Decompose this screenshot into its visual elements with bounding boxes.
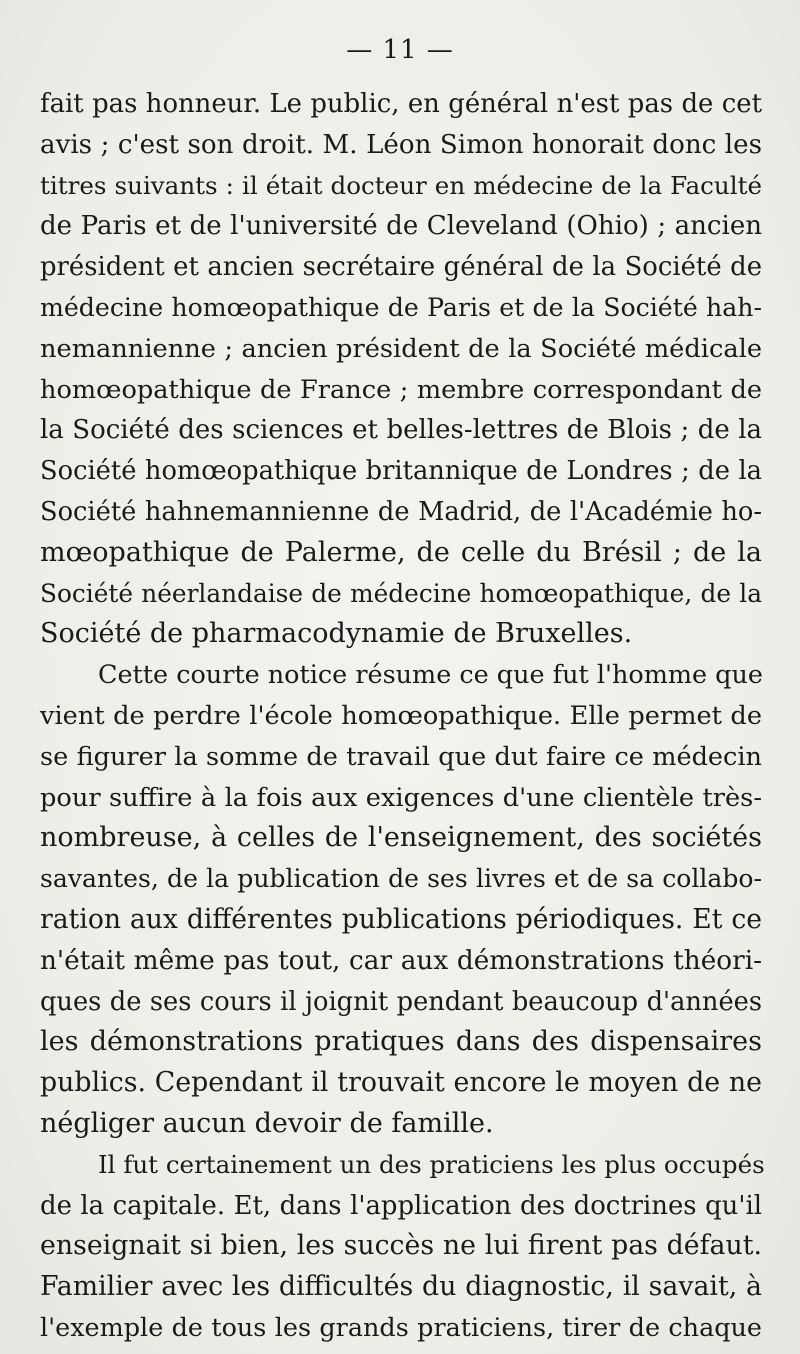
text-line: Familier avec les difficultés du diagnostic, il savait, à [40,1271,762,1303]
paragraph [40,655,762,1145]
text-line: fait pas honneur. Le public, en général n'est pas de cet [40,89,762,119]
text-line: l'exemple de tous les grands praticiens, tirer de chaque [40,1312,762,1343]
text-line: savantes, de la publication de ses livres et de sa collabo- [40,864,762,894]
text-line: enseignait si bien, les succès ne lui firent pas défaut. [40,1230,762,1262]
paragraph [40,84,762,655]
text-line: la Société des sciences et belles-lettres de Blois ; de la [40,415,762,446]
text-line: Cette courte notice résume ce que fut l'homme que [98,660,763,691]
paragraph [40,1145,765,1349]
text-line: se figurer la somme de travail que dut faire ce médecin [40,741,762,772]
text-line: nombreuse, à celles de l'enseignement, des sociétés [40,822,762,854]
text-line: pour suffire à la fois aux exigences d'une clientèle très- [40,782,762,813]
text-line: ques de ses cours il joignit pendant beaucoup d'années [40,986,762,1017]
text-line: mœopathique de Palerme, de celle du Brésil ; de la [40,536,762,568]
text-line: Société de pharmacodynamie de Bruxelles. [40,618,633,650]
text-line: avis ; c'est son droit. M. Léon Simon honorait donc les [40,129,762,160]
text-line: n'était même pas tout, car aux démonstrations théori- [40,945,762,976]
text-line: Société homœopathique britannique de Londres ; de la [40,456,762,487]
text-line: négliger aucun devoir de famille. [40,1107,494,1139]
text-line: médecine homœopathique de Paris et de la Société hah- [40,292,762,322]
text-line: Société néerlandaise de médecine homœopathique, de la [40,578,762,608]
text-line: homœopathique de France ; membre correspondant de [40,374,762,405]
text-line: de Paris et de l'université de Cleveland (Ohio) ; ancien [40,211,762,242]
text-line: vient de perdre l'école homœopathique. Elle permet de [40,700,762,731]
text-line: président et ancien secrétaire général de la Société de [40,252,762,283]
text-line: les démonstrations pratiques dans des dispensaires [40,1026,762,1058]
text-line: publics. Cependant il trouvait encore le moyen de ne [40,1067,762,1099]
text-line: Société hahnemannienne de Madrid, de l'Académie ho- [40,496,762,527]
body-text [40,84,765,1349]
text-line: nemannienne ; ancien président de la Société médicale [40,333,762,364]
page-number: — 11 — [346,35,454,65]
text-line: de la capitale. Et, dans l'application des doctrines qu'il [40,1190,762,1221]
text-line: ration aux différentes publications périodiques. Et ce [40,903,762,935]
text-line: Il fut certainement un des praticiens les plus occupés [98,1149,765,1179]
text-line: titres suivants : il était docteur en médecine de la Faculté [40,170,762,200]
